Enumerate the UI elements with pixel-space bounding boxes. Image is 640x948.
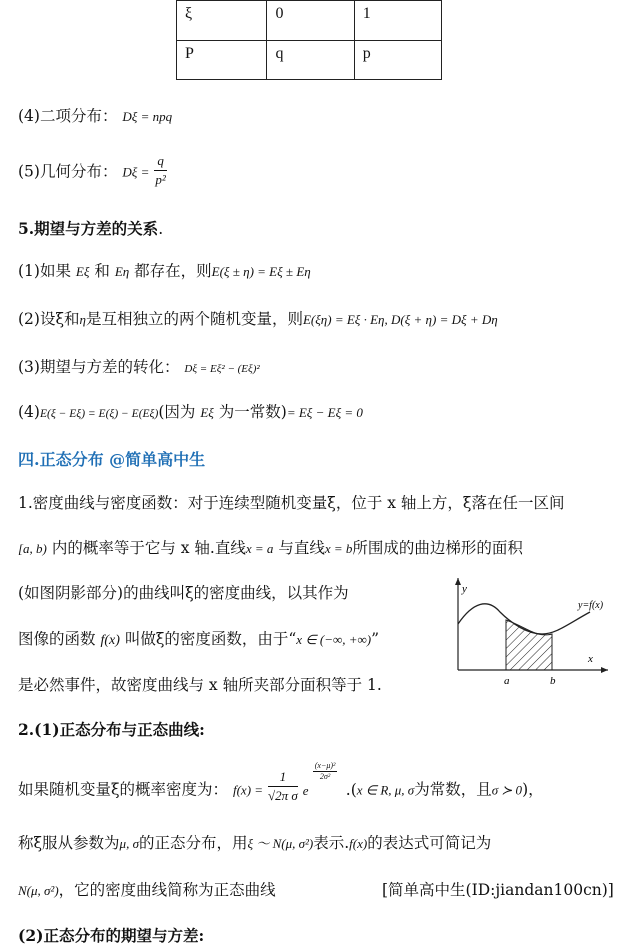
math: E(ξ ± η) = Eξ ± Eη [211,264,311,279]
distribution-table [176,0,442,80]
math: x = a [245,541,274,556]
math: Eξ [200,405,214,420]
y-axis-arrow-icon [455,578,461,585]
math: Eξ [75,264,90,279]
math: f(x) [100,633,120,648]
text: 内的概率等于它与 x 轴.直线 [51,539,246,557]
math: N(μ, σ²) [18,883,59,898]
fraction-numerator: q [154,152,167,171]
text: (2)设ξ和 [18,310,80,328]
table-cell: 0 [267,1,354,41]
text: 表示. [313,834,350,852]
text: 图像的函数 [18,630,96,648]
math: E(ξη) = Eξ · Eη, D(ξ + η) = Dξ + Dη [302,312,498,327]
text: ，它的密度曲线简称为正态曲线 [58,881,276,899]
relation-line-1 [18,259,311,281]
density-line-2 [18,536,523,558]
density-curve [458,604,590,634]
text: 和 [94,262,110,280]
section5-title [18,217,163,239]
table-row [177,1,442,41]
text: 所围成的曲边梯形的面积 [352,539,523,557]
relation-line-3 [18,355,260,377]
density-line-4 [18,627,379,649]
x-axis-arrow-icon [601,667,608,673]
text: (因为 [158,403,196,421]
text: 称ξ服从参数为 [18,834,120,852]
math: x = b [324,541,353,556]
text: 的正态分布，用 [138,834,248,852]
math: ξ ～ N(μ, σ²) [247,836,314,851]
figure-x-label: x [588,653,593,665]
math: x ∈ (−∞, +∞) [296,632,372,647]
fraction-denominator: 2σ² [319,771,331,781]
math: Eη [114,264,130,279]
table-row [177,40,442,80]
normal-line-1 [18,760,544,809]
normal-fraction [268,768,298,805]
geometric-line [18,154,167,191]
normal-title: 2.(1)正态分布与正态曲线: [18,720,205,739]
geometric-label: (5)几何分布： [18,162,118,181]
fraction-numerator: 1 [268,768,298,787]
geometric-fraction [154,152,167,189]
math: η [79,312,86,327]
text: 叫做ξ的密度函数，由于“ [124,630,297,648]
normal-line-2 [18,831,491,853]
text: ” [371,630,380,648]
table-cell: ξ [177,1,267,41]
source-tag: [简单高中生(ID:jiandan100cn)] [382,881,614,899]
section4-heading: 四.正态分布 @简单高中生 [18,450,206,469]
table-cell: 1 [354,1,441,41]
text: (3)期望与方差的转化： [18,358,180,376]
text: (4) [18,403,40,421]
fraction-denominator: √2π σ [267,788,298,803]
math: σ ≻ 0 [491,782,523,798]
exponent-fraction [313,761,338,782]
normal-line-3 [18,878,276,900]
math: x ∈ R, μ, σ [356,782,415,798]
math: f(x) [349,836,368,851]
table-cell: P [177,40,267,80]
table-cell: p [354,40,441,80]
density-line-5: 是必然事件，故密度曲线与 x 轴所夹部分面积等于 1. [18,676,382,694]
math: f(x) = [232,782,264,798]
text: 与直线 [278,539,325,557]
text: 为一常数) [218,403,287,421]
binomial-label: (4)二项分布： [18,107,118,125]
exponential [302,760,336,798]
figure-a-label: a [504,675,510,687]
text: (1)如果 [18,262,71,280]
math: [a, b) [18,541,47,556]
text: 的表达式可简记为 [367,834,492,852]
math: e [302,782,309,798]
text: .( [345,780,357,799]
section2b-title: (2)正态分布的期望与方差: [18,926,205,945]
text: 都存在，则 [134,262,212,280]
math: μ, σ [119,836,139,851]
relation-line-2 [18,307,498,329]
fraction-numerator: (x−μ)² [314,760,336,770]
math: Dξ = Eξ² − (Eξ)² [184,363,260,375]
math: = Eξ − Eξ = 0 [286,405,363,420]
title-dot: . [158,220,164,238]
binomial-line [18,104,172,126]
table-cell: q [267,40,354,80]
text: )， [522,780,544,799]
section-title-text: 5.期望与方差的关系 [18,219,159,238]
text: 为常数，且 [414,780,492,799]
figure-y-label: y [462,583,467,595]
text: 如果随机变量ξ的概率密度为： [18,780,229,799]
density-figure [438,572,618,690]
binomial-formula: Dξ = npq [122,109,173,124]
geometric-prefix: Dξ = [122,164,150,180]
density-line-1: 1.密度曲线与密度函数：对于连续型随机变量ξ，位于 x 轴上方，ξ落在任一区间 [18,494,565,512]
figure-curve-label: y=f(x) [578,600,604,611]
density-line-3: (如图阴影部分)的曲线叫ξ的密度曲线，以其作为 [18,584,349,602]
fraction-denominator: p² [155,172,166,187]
relation-line-4 [18,400,363,422]
figure-b-label: b [550,675,556,687]
shaded-area [506,620,552,670]
text: 是互相独立的两个随机变量，则 [85,310,303,328]
math: E(ξ − Eξ) = E(ξ) − E(Eξ) [39,408,159,420]
